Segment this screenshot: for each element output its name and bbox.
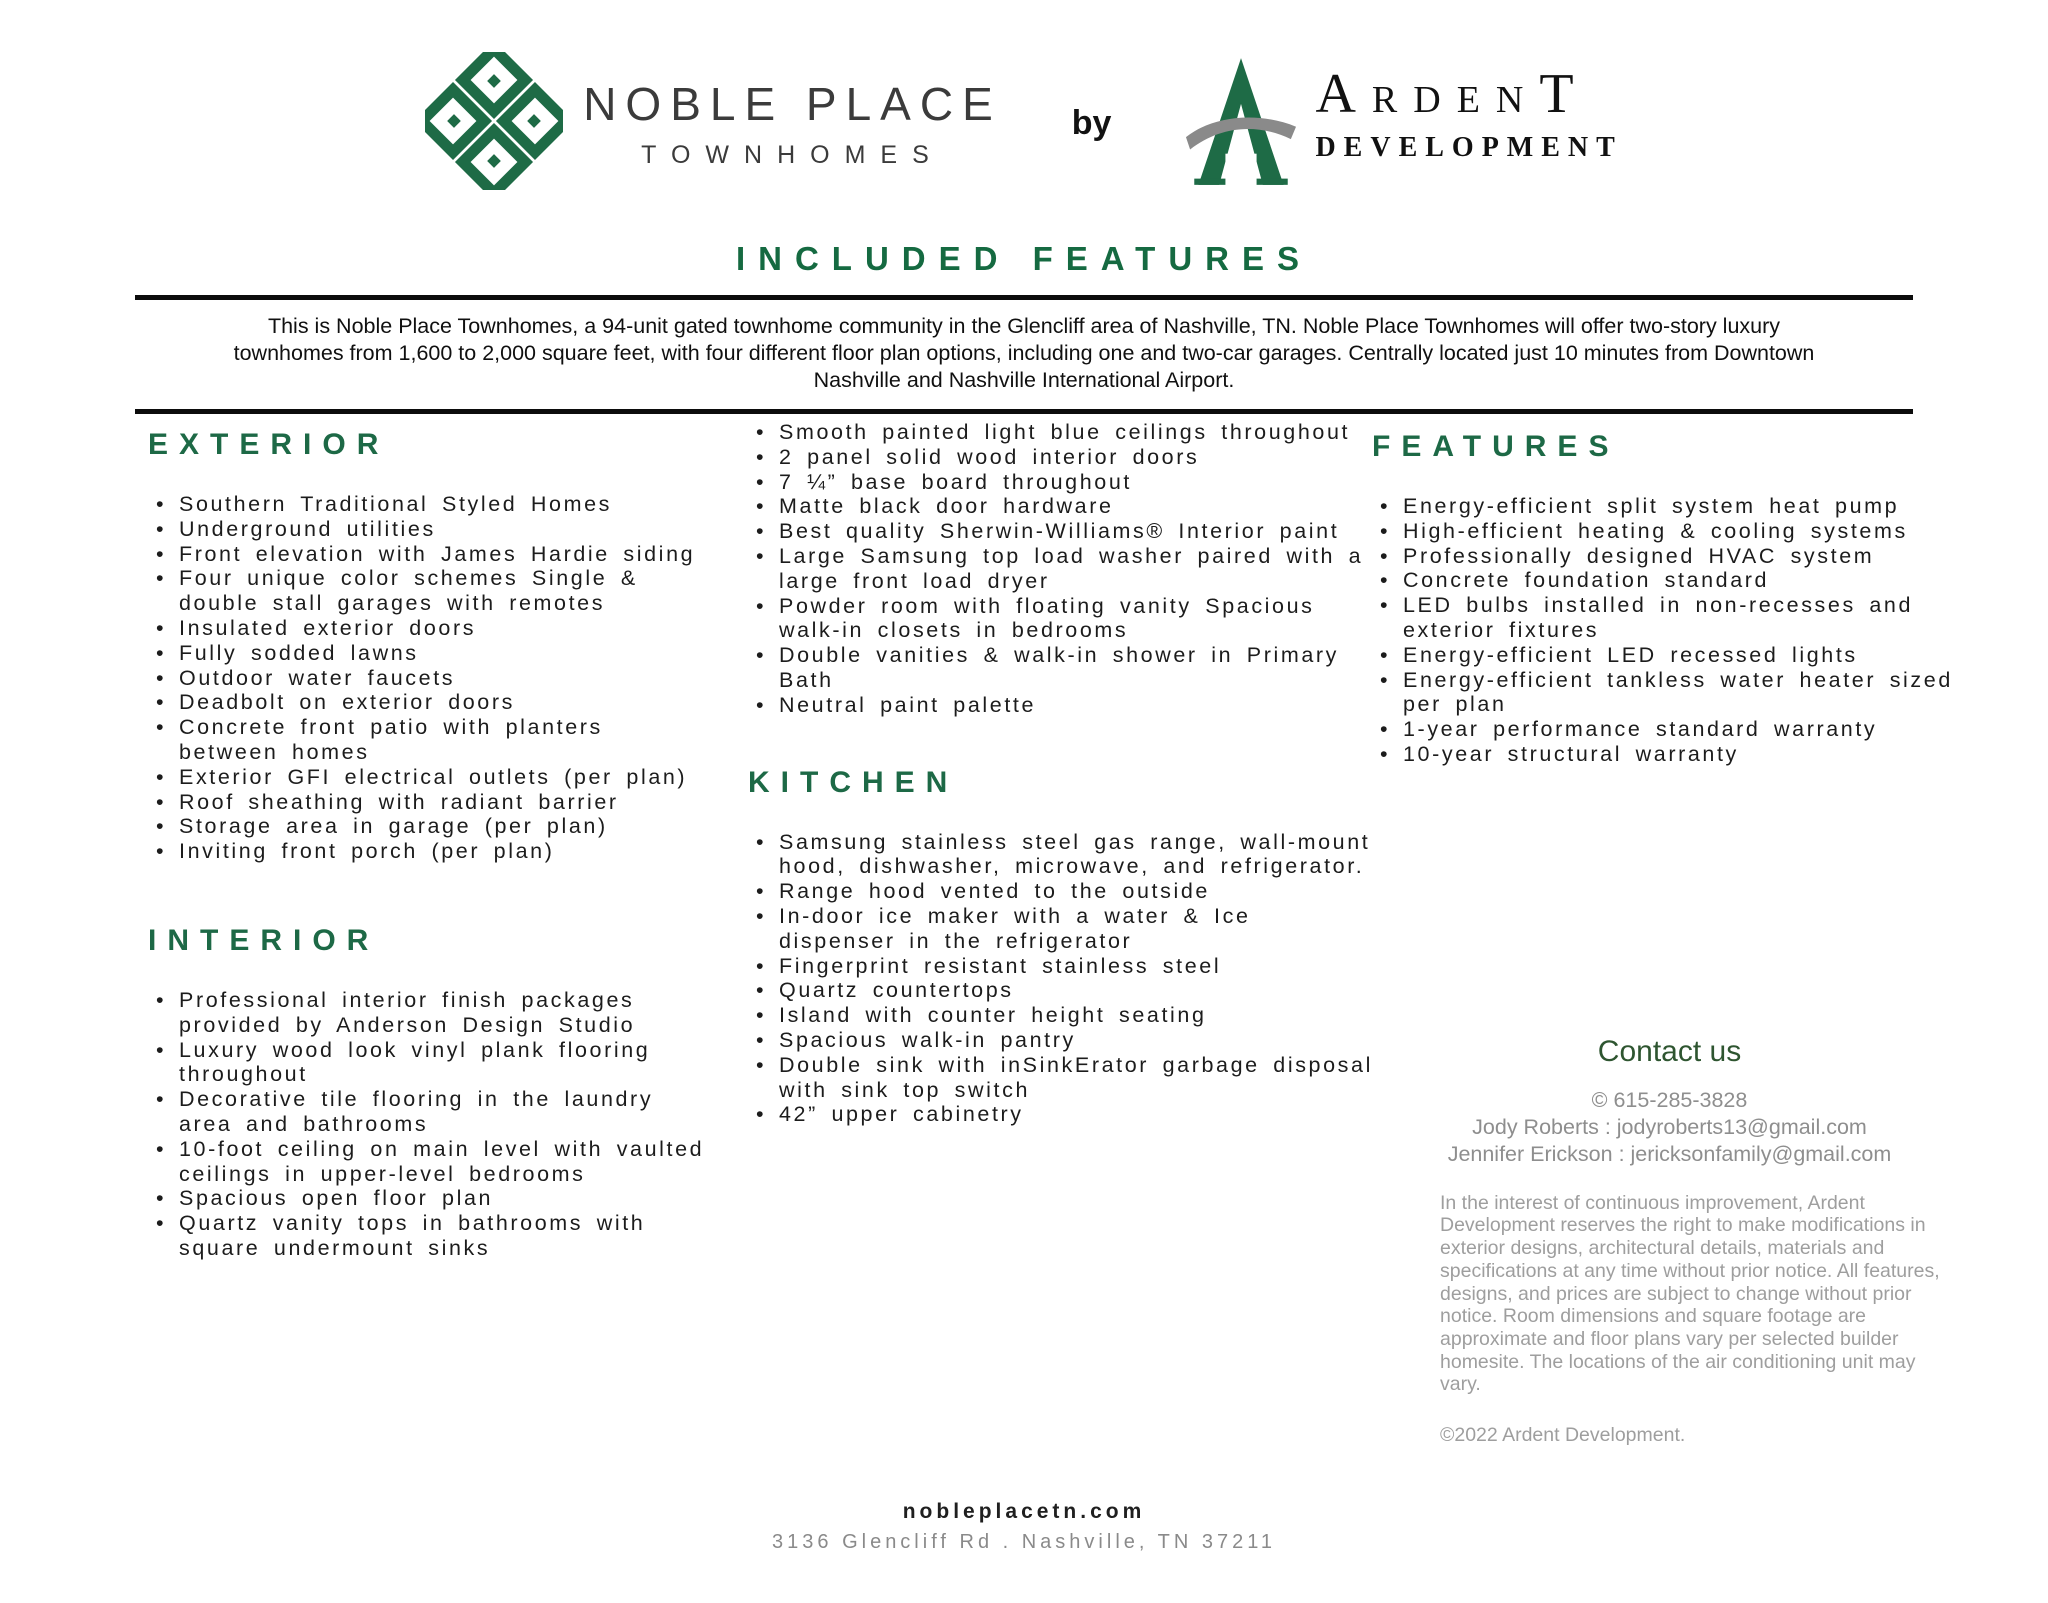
column-left xyxy=(148,428,708,1261)
features-heading: FEATURES xyxy=(1372,430,1620,463)
section-exterior xyxy=(148,428,708,864)
list-item: • Inviting front porch (per plan) xyxy=(148,839,708,864)
by-text: by xyxy=(1071,104,1112,142)
interior-continued-list xyxy=(748,420,1373,718)
list-item: • Concrete front patio with planters between homes xyxy=(148,715,708,765)
list-item: • Energy-efficient LED recessed lights xyxy=(1372,643,1967,668)
exterior-list xyxy=(148,492,708,864)
contact-section xyxy=(1372,1035,1967,1447)
legal-disclaimer: In the interest of continuous improvement, Ardent Development reserves the right to make modifications in exterior designs, architectural details, materials and specifications at any time without prior notice. All features, designs, and prices are subject to change without prior notice. Room dimensions and square footage are approximate and floor plans vary per selected builder homesite. The locations of the air conditioning unit may vary. xyxy=(1440,1191,1940,1396)
noble-place-brand xyxy=(425,52,1002,195)
exterior-heading: EXTERIOR xyxy=(148,428,390,461)
contact-heading: Contact us xyxy=(1597,1034,1742,1068)
list-item: • 7 ¼” base board throughout xyxy=(748,470,1373,495)
list-item: • Quartz vanity tops in bathrooms with square undermount sinks xyxy=(148,1211,708,1261)
section-interior xyxy=(148,924,708,1261)
ardent-brand xyxy=(1181,54,1622,194)
noble-place-subtitle: TOWNHOMES xyxy=(641,141,944,169)
section-kitchen xyxy=(748,766,1373,1128)
list-item: • Spacious open floor plan xyxy=(148,1186,708,1211)
section-features xyxy=(1372,430,1967,767)
list-item: • Powder room with floating vanity Spacious walk-in closets in bedrooms xyxy=(748,594,1373,644)
intro-paragraph: This is Noble Place Townhomes, a 94-unit gated townhome community in the Glencliff area of Nashville, TN. Noble Place Townhomes will offer two-story luxury townhomes from 1,600 to 2,000 square feet, with four different floor plan options, including one and two-car garages. Centrally located just 10 minutes from Downtown Nashville and Nashville International Airport. xyxy=(233,314,1815,392)
list-item: • Decorative tile flooring in the laundry area and bathrooms xyxy=(148,1087,708,1137)
list-item: • Quartz countertops xyxy=(748,978,1373,1003)
column-right xyxy=(1372,430,1967,1447)
contact-email-jody[interactable]: Jody Roberts : jodyroberts13@gmail.com xyxy=(1472,1114,1867,1139)
list-item: • Professional interior finish packages provided by Anderson Design Studio xyxy=(148,988,708,1038)
list-item: • Fingerprint resistant stainless steel xyxy=(748,954,1373,979)
interior-heading: INTERIOR xyxy=(148,923,380,957)
page-title: INCLUDED FEATURES xyxy=(735,240,1313,277)
copyright-notice: ©2022 Ardent Development. xyxy=(1440,1424,1686,1447)
list-item: • Samsung stainless steel gas range, wall-mount hood, dishwasher, microwave, and refrigerator. xyxy=(748,830,1373,880)
list-item: • Professionally designed HVAC system xyxy=(1372,544,1967,569)
website-link[interactable]: nobleplacetn.com xyxy=(902,1500,1146,1523)
contact-email-jennifer[interactable]: Jennifer Erickson : jericksonfamily@gmail.com xyxy=(1447,1141,1892,1166)
list-item: • Neutral paint palette xyxy=(748,693,1373,718)
list-item: • Underground utilities xyxy=(148,517,708,542)
list-item: • 10-year structural warranty xyxy=(1372,742,1967,767)
street-address: 3136 Glencliff Rd . Nashville, TN 37211 xyxy=(772,1531,1276,1553)
list-item: • Energy-efficient tankless water heater sized per plan xyxy=(1372,668,1967,718)
list-item: • Spacious walk-in pantry xyxy=(748,1028,1373,1053)
list-item: • Deadbolt on exterior doors xyxy=(148,690,708,715)
list-item: • LED bulbs installed in non-recesses and exterior fixtures xyxy=(1372,593,1967,643)
ardent-name: ARDENT xyxy=(1315,62,1590,125)
list-item: • Matte black door hardware xyxy=(748,494,1373,519)
list-item: • Storage area in garage (per plan) xyxy=(148,814,708,839)
list-item: • Smooth painted light blue ceilings throughout xyxy=(748,420,1373,445)
noble-place-wordmark xyxy=(583,77,1002,170)
list-item: • Concrete foundation standard xyxy=(1372,568,1967,593)
header xyxy=(0,52,2048,195)
list-item: • 10-foot ceiling on main level with vaulted ceilings in upper-level bedrooms xyxy=(148,1137,708,1187)
list-item: • Double sink with inSinkErator garbage disposal with sink top switch xyxy=(748,1053,1373,1103)
features-list xyxy=(1372,494,1967,767)
list-item: • Outdoor water faucets xyxy=(148,666,708,691)
column-middle xyxy=(748,420,1373,1127)
list-item: • High-efficient heating & cooling systems xyxy=(1372,519,1967,544)
kitchen-list xyxy=(748,830,1373,1128)
list-item: • Four unique color schemes Single & double stall garages with remotes xyxy=(148,566,708,616)
noble-place-name: NOBLE PLACE xyxy=(583,78,1002,130)
list-item: • Insulated exterior doors xyxy=(148,616,708,641)
list-item: • 1-year performance standard warranty xyxy=(1372,717,1967,742)
kitchen-heading: KITCHEN xyxy=(748,765,959,799)
footer xyxy=(0,1500,2048,1554)
list-item: • Luxury wood look vinyl plank flooring throughout xyxy=(148,1038,708,1088)
list-item: • 42” upper cabinetry xyxy=(748,1102,1373,1127)
list-item: • Large Samsung top load washer paired with a large front load dryer xyxy=(748,544,1373,594)
noble-place-logo-icon xyxy=(425,52,563,195)
interior-list xyxy=(148,988,708,1261)
ardent-development: DEVELOPMENT xyxy=(1315,131,1623,163)
list-item: • 2 panel solid wood interior doors xyxy=(748,445,1373,470)
list-item: • Southern Traditional Styled Homes xyxy=(148,492,708,517)
ardent-logo-icon xyxy=(1181,54,1301,194)
list-item: • Range hood vented to the outside xyxy=(748,879,1373,904)
list-item: • Double vanities & walk-in shower in Primary Bath xyxy=(748,643,1373,693)
list-item: • Island with counter height seating xyxy=(748,1003,1373,1028)
contact-phone: © 615-285-3828 xyxy=(1591,1087,1748,1112)
list-item: • Energy-efficient split system heat pump xyxy=(1372,494,1967,519)
list-item: • Roof sheathing with radiant barrier xyxy=(148,790,708,815)
list-item: • Front elevation with James Hardie siding xyxy=(148,542,708,567)
list-item: • Exterior GFI electrical outlets (per plan) xyxy=(148,765,708,790)
intro-box xyxy=(135,295,1913,414)
list-item: • Fully sodded lawns xyxy=(148,641,708,666)
ardent-wordmark xyxy=(1315,54,1622,164)
list-item: • In-door ice maker with a water & Ice dispenser in the refrigerator xyxy=(748,904,1373,954)
list-item: • Best quality Sherwin-Williams® Interior paint xyxy=(748,519,1373,544)
